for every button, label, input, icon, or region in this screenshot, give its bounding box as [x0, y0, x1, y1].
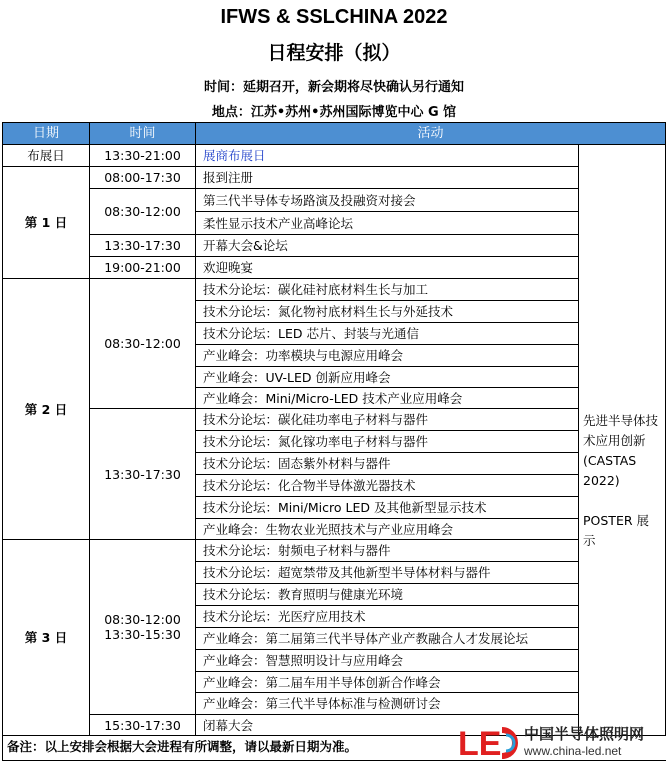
date-cell-day2: 第 2 日: [2, 278, 90, 540]
side-note-poster: POSTER 展示: [583, 512, 650, 548]
activity-cell: 产业峰会：智慧照明设计与应用峰会: [195, 649, 579, 672]
activity-cell: 产业峰会：功率模块与电源应用峰会: [195, 344, 579, 367]
activity-cell: 开幕大会&论坛: [195, 234, 579, 257]
logo-name: 中国半导体照明网: [524, 725, 645, 743]
side-note-cell: [578, 144, 666, 736]
venue-line: 地点：江苏•苏州•苏州国际博览中心 G 馆: [211, 105, 457, 120]
time-cell: 08:30-12:00 13:30-15:30: [89, 539, 196, 715]
activity-cell: 柔性显示技术产业高峰论坛: [195, 211, 579, 235]
time-cell: 13:30-17:30: [89, 408, 196, 540]
activity-cell: 产业峰会：生物农业光照技术与产业应用峰会: [195, 518, 579, 540]
column-header-time: 时间: [89, 122, 196, 145]
activity-cell: 产业峰会：第三代半导体标准与检测研讨会: [195, 692, 579, 715]
activity-cell: 技术分论坛：光医疗应用技术: [195, 605, 579, 628]
activity-cell: 技术分论坛：射频电子材料与器件: [195, 539, 579, 562]
site-logo: [458, 722, 668, 762]
logo-url: www.china-led.net: [524, 744, 622, 758]
activity-cell: 技术分论坛：化合物半导体激光器技术: [195, 474, 579, 497]
activity-cell: 欢迎晚宴: [195, 256, 579, 279]
time-cell: 08:30-12:00: [89, 278, 196, 409]
activity-cell: 技术分论坛：超宽禁带及其他新型半导体材料与器件: [195, 561, 579, 584]
time-line: 时间：延期召开，新会期将尽快确认另行通知: [203, 80, 464, 95]
activity-cell: 技术分论坛：LED 芯片、封装与光通信: [195, 322, 579, 345]
activity-cell: 产业峰会：Mini/Micro-LED 技术产业应用峰会: [195, 387, 579, 409]
led-logo-icon: [458, 722, 518, 762]
activity-cell: 产业峰会：第二届第三代半导体产业产教融合人才发展论坛: [195, 627, 579, 650]
activity-cell: 报到注册: [195, 166, 579, 189]
time-cell: 13:30-17:30: [89, 234, 196, 257]
activity-cell: 技术分论坛：教育照明与健康光环境: [195, 583, 579, 606]
activity-cell: 第三代半导体专场路演及投融资对接会: [195, 188, 579, 212]
activity-cell: 展商布展日: [195, 144, 579, 167]
date-cell-day1: 第 1 日: [2, 166, 90, 279]
svg-text:LE: LE: [458, 725, 502, 762]
activity-cell: 技术分论坛：碳化硅衬底材料生长与加工: [195, 278, 579, 301]
activity-cell: 产业峰会：UV-LED 创新应用峰会: [195, 366, 579, 388]
activity-cell: 技术分论坛：Mini/Micro LED 及其他新型显示技术: [195, 496, 579, 519]
date-cell-setup: 布展日: [2, 144, 90, 167]
footer-note: 备注：以上安排会根据大会进程有所调整，请以最新日期为准。: [7, 739, 358, 754]
time-cell: 13:30-21:00: [89, 144, 196, 167]
column-header-activity: 活动: [195, 122, 666, 145]
date-cell-day3: 第 3 日: [2, 539, 90, 736]
activity-cell: 产业峰会：第二届车用半导体创新合作峰会: [195, 671, 579, 693]
time-cell: 08:30-12:00: [89, 188, 196, 235]
activity-cell: 技术分论坛：氮化物衬底材料生长与外延技术: [195, 300, 579, 323]
time-cell: 08:00-17:30: [89, 166, 196, 189]
page-title: IFWS & SSLCHINA 2022: [220, 6, 448, 28]
activity-cell: 闭幕大会: [195, 714, 579, 736]
side-note-castas: 先进半导体技术应用创新(CASTAS 2022): [583, 412, 659, 488]
time-cell: 19:00-21:00: [89, 256, 196, 279]
activity-cell: 技术分论坛：碳化硅功率电子材料与器件: [195, 408, 579, 431]
time-cell: 15:30-17:30: [89, 714, 196, 736]
activity-cell: 技术分论坛：氮化镓功率电子材料与器件: [195, 430, 579, 453]
activity-cell: 技术分论坛：固态紫外材料与器件: [195, 452, 579, 475]
page-subtitle: 日程安排（拟）: [267, 42, 401, 64]
column-header-date: 日期: [2, 122, 90, 145]
